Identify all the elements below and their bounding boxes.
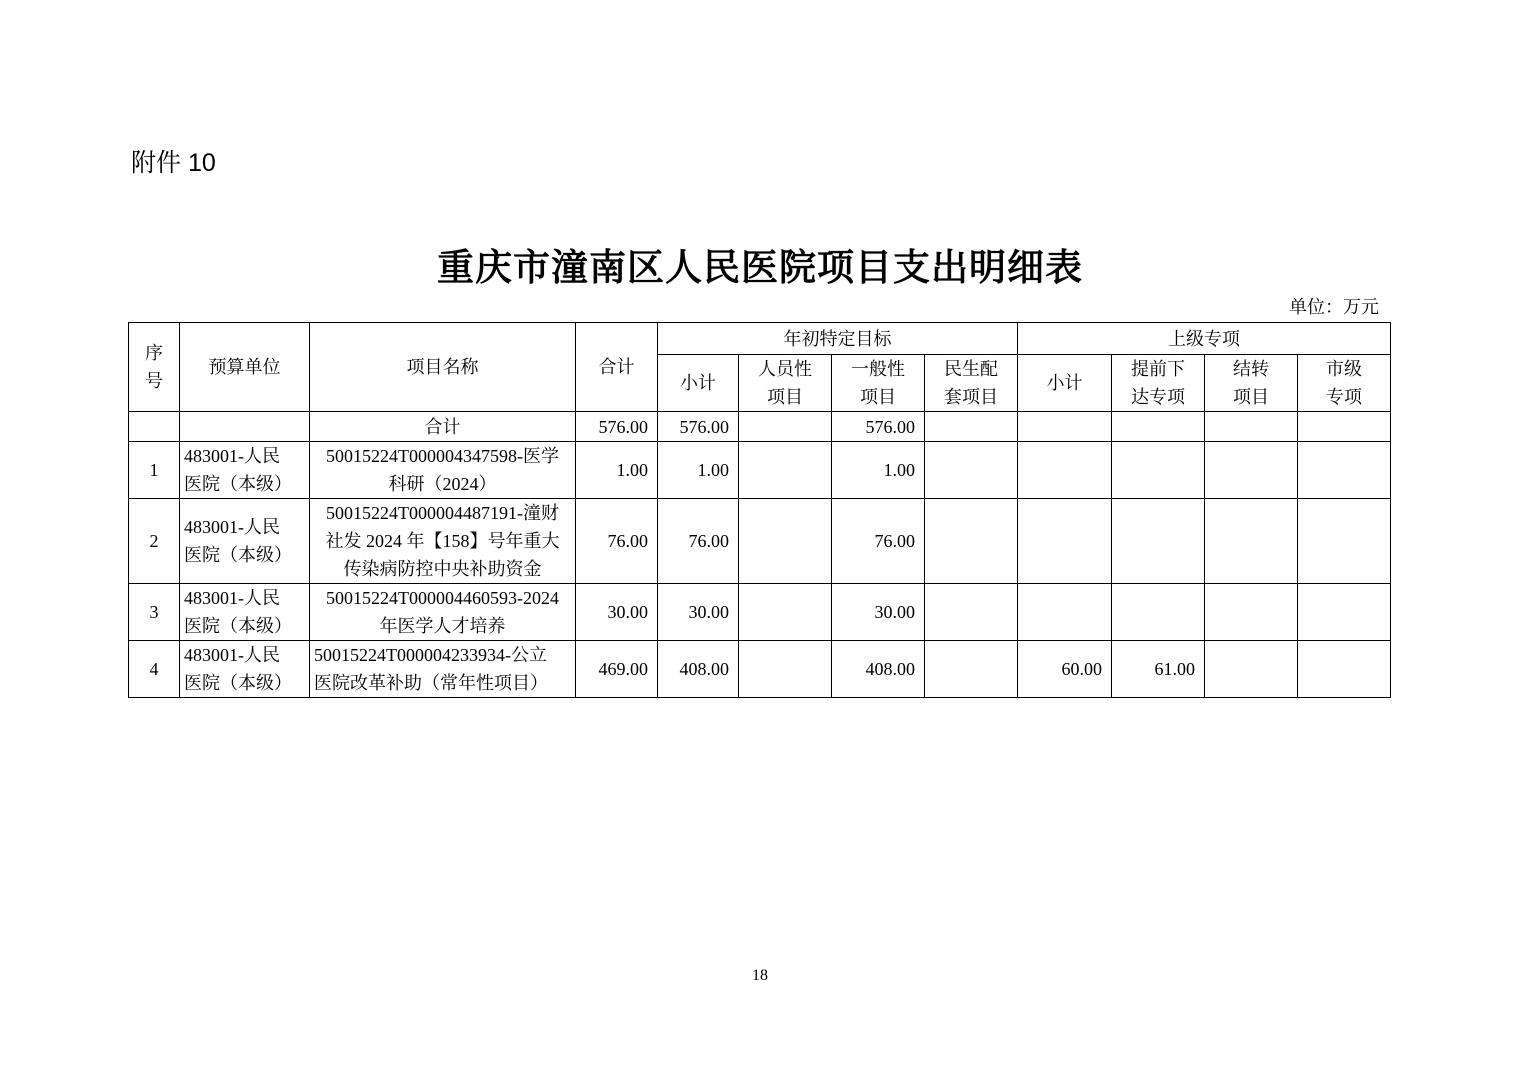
row-subtotal: 408.00	[658, 641, 739, 698]
header-seq-line1: 序	[145, 343, 163, 363]
row-project-name-line2: 社发 2024 年【158】号年重大	[325, 531, 560, 551]
header-city	[1298, 355, 1391, 412]
header-advance-line2: 达专项	[1131, 387, 1185, 407]
table-row	[129, 641, 1391, 698]
row-budget-unit	[180, 641, 310, 698]
header-seq-line2: 号	[145, 371, 163, 391]
row-project-name-line2: 科研（2024）	[388, 474, 497, 494]
header-carryover-line2: 项目	[1233, 387, 1269, 407]
row-total: 469.00	[576, 641, 658, 698]
header-personnel-line1: 人员性	[758, 359, 812, 379]
table-row	[129, 584, 1391, 641]
row-seq: 2	[129, 499, 180, 584]
total-city	[1298, 412, 1391, 442]
header-subtotal: 小计	[658, 355, 739, 412]
row-budget-unit-line1: 483001-人民	[184, 588, 280, 608]
row-project-name-line2: 医院改革补助（常年性项目）	[314, 673, 548, 693]
row-personnel	[739, 442, 832, 499]
row-total: 30.00	[576, 584, 658, 641]
row-livelihood	[925, 499, 1018, 584]
row-livelihood	[925, 584, 1018, 641]
total-subtotal: 576.00	[658, 412, 739, 442]
header-general	[832, 355, 925, 412]
header-city-line1: 市级	[1326, 359, 1362, 379]
row-sup-subtotal: 60.00	[1018, 641, 1112, 698]
row-project-name-line2: 年医学人才培养	[379, 616, 506, 636]
header-row-1	[129, 323, 1391, 355]
row-livelihood	[925, 641, 1018, 698]
row-carryover	[1205, 499, 1298, 584]
row-seq: 3	[129, 584, 180, 641]
row-budget-unit-line1: 483001-人民	[184, 446, 280, 466]
header-carryover	[1205, 355, 1298, 412]
total-sup-subtotal	[1018, 412, 1112, 442]
row-project-name	[310, 442, 576, 499]
row-budget-unit-line2: 医院（本级）	[184, 474, 292, 494]
table-row	[129, 499, 1391, 584]
header-general-line1: 一般性	[851, 359, 905, 379]
row-city	[1298, 584, 1391, 641]
row-budget-unit-line1: 483001-人民	[184, 517, 280, 537]
row-general: 30.00	[832, 584, 925, 641]
header-livelihood-line1: 民生配	[944, 359, 998, 379]
row-seq: 1	[129, 442, 180, 499]
row-general: 1.00	[832, 442, 925, 499]
total-label: 合计	[310, 412, 576, 442]
row-general: 76.00	[832, 499, 925, 584]
row-project-name	[310, 641, 576, 698]
row-budget-unit	[180, 442, 310, 499]
row-sup-subtotal	[1018, 584, 1112, 641]
row-project-name-line1: 50015224T000004233934-公立	[314, 645, 547, 665]
row-personnel	[739, 499, 832, 584]
row-subtotal: 76.00	[658, 499, 739, 584]
row-personnel	[739, 584, 832, 641]
total-general: 576.00	[832, 412, 925, 442]
header-livelihood-line2: 套项目	[944, 387, 998, 407]
header-livelihood	[925, 355, 1018, 412]
row-subtotal: 30.00	[658, 584, 739, 641]
header-project-name: 项目名称	[310, 323, 576, 412]
row-project-name-line1: 50015224T000004460593-2024	[326, 588, 559, 608]
row-budget-unit-line2: 医院（本级）	[184, 673, 292, 693]
page-number: 18	[752, 967, 768, 984]
header-sup-subtotal: 小计	[1018, 355, 1112, 412]
row-project-name-line3: 传染病防控中央补助资金	[343, 559, 542, 579]
row-project-name-line1: 50015224T000004487191-潼财	[326, 503, 559, 523]
row-project-name-line1: 50015224T000004347598-医学	[326, 446, 559, 466]
row-carryover	[1205, 641, 1298, 698]
table-row	[129, 442, 1391, 499]
project-expenditure-table	[128, 322, 1391, 698]
total-livelihood	[925, 412, 1018, 442]
row-sup-subtotal	[1018, 499, 1112, 584]
row-sup-subtotal	[1018, 442, 1112, 499]
total-advance	[1112, 412, 1205, 442]
header-advance-line1: 提前下	[1131, 359, 1185, 379]
row-city	[1298, 442, 1391, 499]
document-title: 重庆市潼南区人民医院项目支出明细表	[437, 245, 1083, 289]
header-budget-unit: 预算单位	[180, 323, 310, 412]
header-city-line2: 专项	[1326, 387, 1362, 407]
row-advance	[1112, 442, 1205, 499]
row-budget-unit	[180, 499, 310, 584]
unit-label: 单位：万元	[1289, 297, 1379, 317]
row-advance: 61.00	[1112, 641, 1205, 698]
total-row	[129, 412, 1391, 442]
row-budget-unit-line2: 医院（本级）	[184, 545, 292, 565]
row-subtotal: 1.00	[658, 442, 739, 499]
header-seq	[129, 323, 180, 412]
header-advance	[1112, 355, 1205, 412]
total-seq-cell	[129, 412, 180, 442]
row-budget-unit	[180, 584, 310, 641]
header-group-superior: 上级专项	[1018, 323, 1391, 355]
header-group-initial: 年初特定目标	[658, 323, 1018, 355]
header-general-line2: 项目	[860, 387, 896, 407]
total-total: 576.00	[576, 412, 658, 442]
row-city	[1298, 641, 1391, 698]
row-city	[1298, 499, 1391, 584]
total-personnel	[739, 412, 832, 442]
header-personnel-line2: 项目	[767, 387, 803, 407]
row-carryover	[1205, 584, 1298, 641]
row-project-name	[310, 584, 576, 641]
row-advance	[1112, 584, 1205, 641]
row-general: 408.00	[832, 641, 925, 698]
row-livelihood	[925, 442, 1018, 499]
row-advance	[1112, 499, 1205, 584]
total-unit-cell	[180, 412, 310, 442]
row-seq: 4	[129, 641, 180, 698]
row-personnel	[739, 641, 832, 698]
row-project-name	[310, 499, 576, 584]
row-total: 1.00	[576, 442, 658, 499]
row-total: 76.00	[576, 499, 658, 584]
row-carryover	[1205, 442, 1298, 499]
header-carryover-line1: 结转	[1233, 359, 1269, 379]
header-personnel	[739, 355, 832, 412]
row-budget-unit-line1: 483001-人民	[184, 645, 280, 665]
attachment-label: 附件 10	[131, 149, 216, 177]
header-total: 合计	[576, 323, 658, 412]
total-carryover	[1205, 412, 1298, 442]
row-budget-unit-line2: 医院（本级）	[184, 616, 292, 636]
